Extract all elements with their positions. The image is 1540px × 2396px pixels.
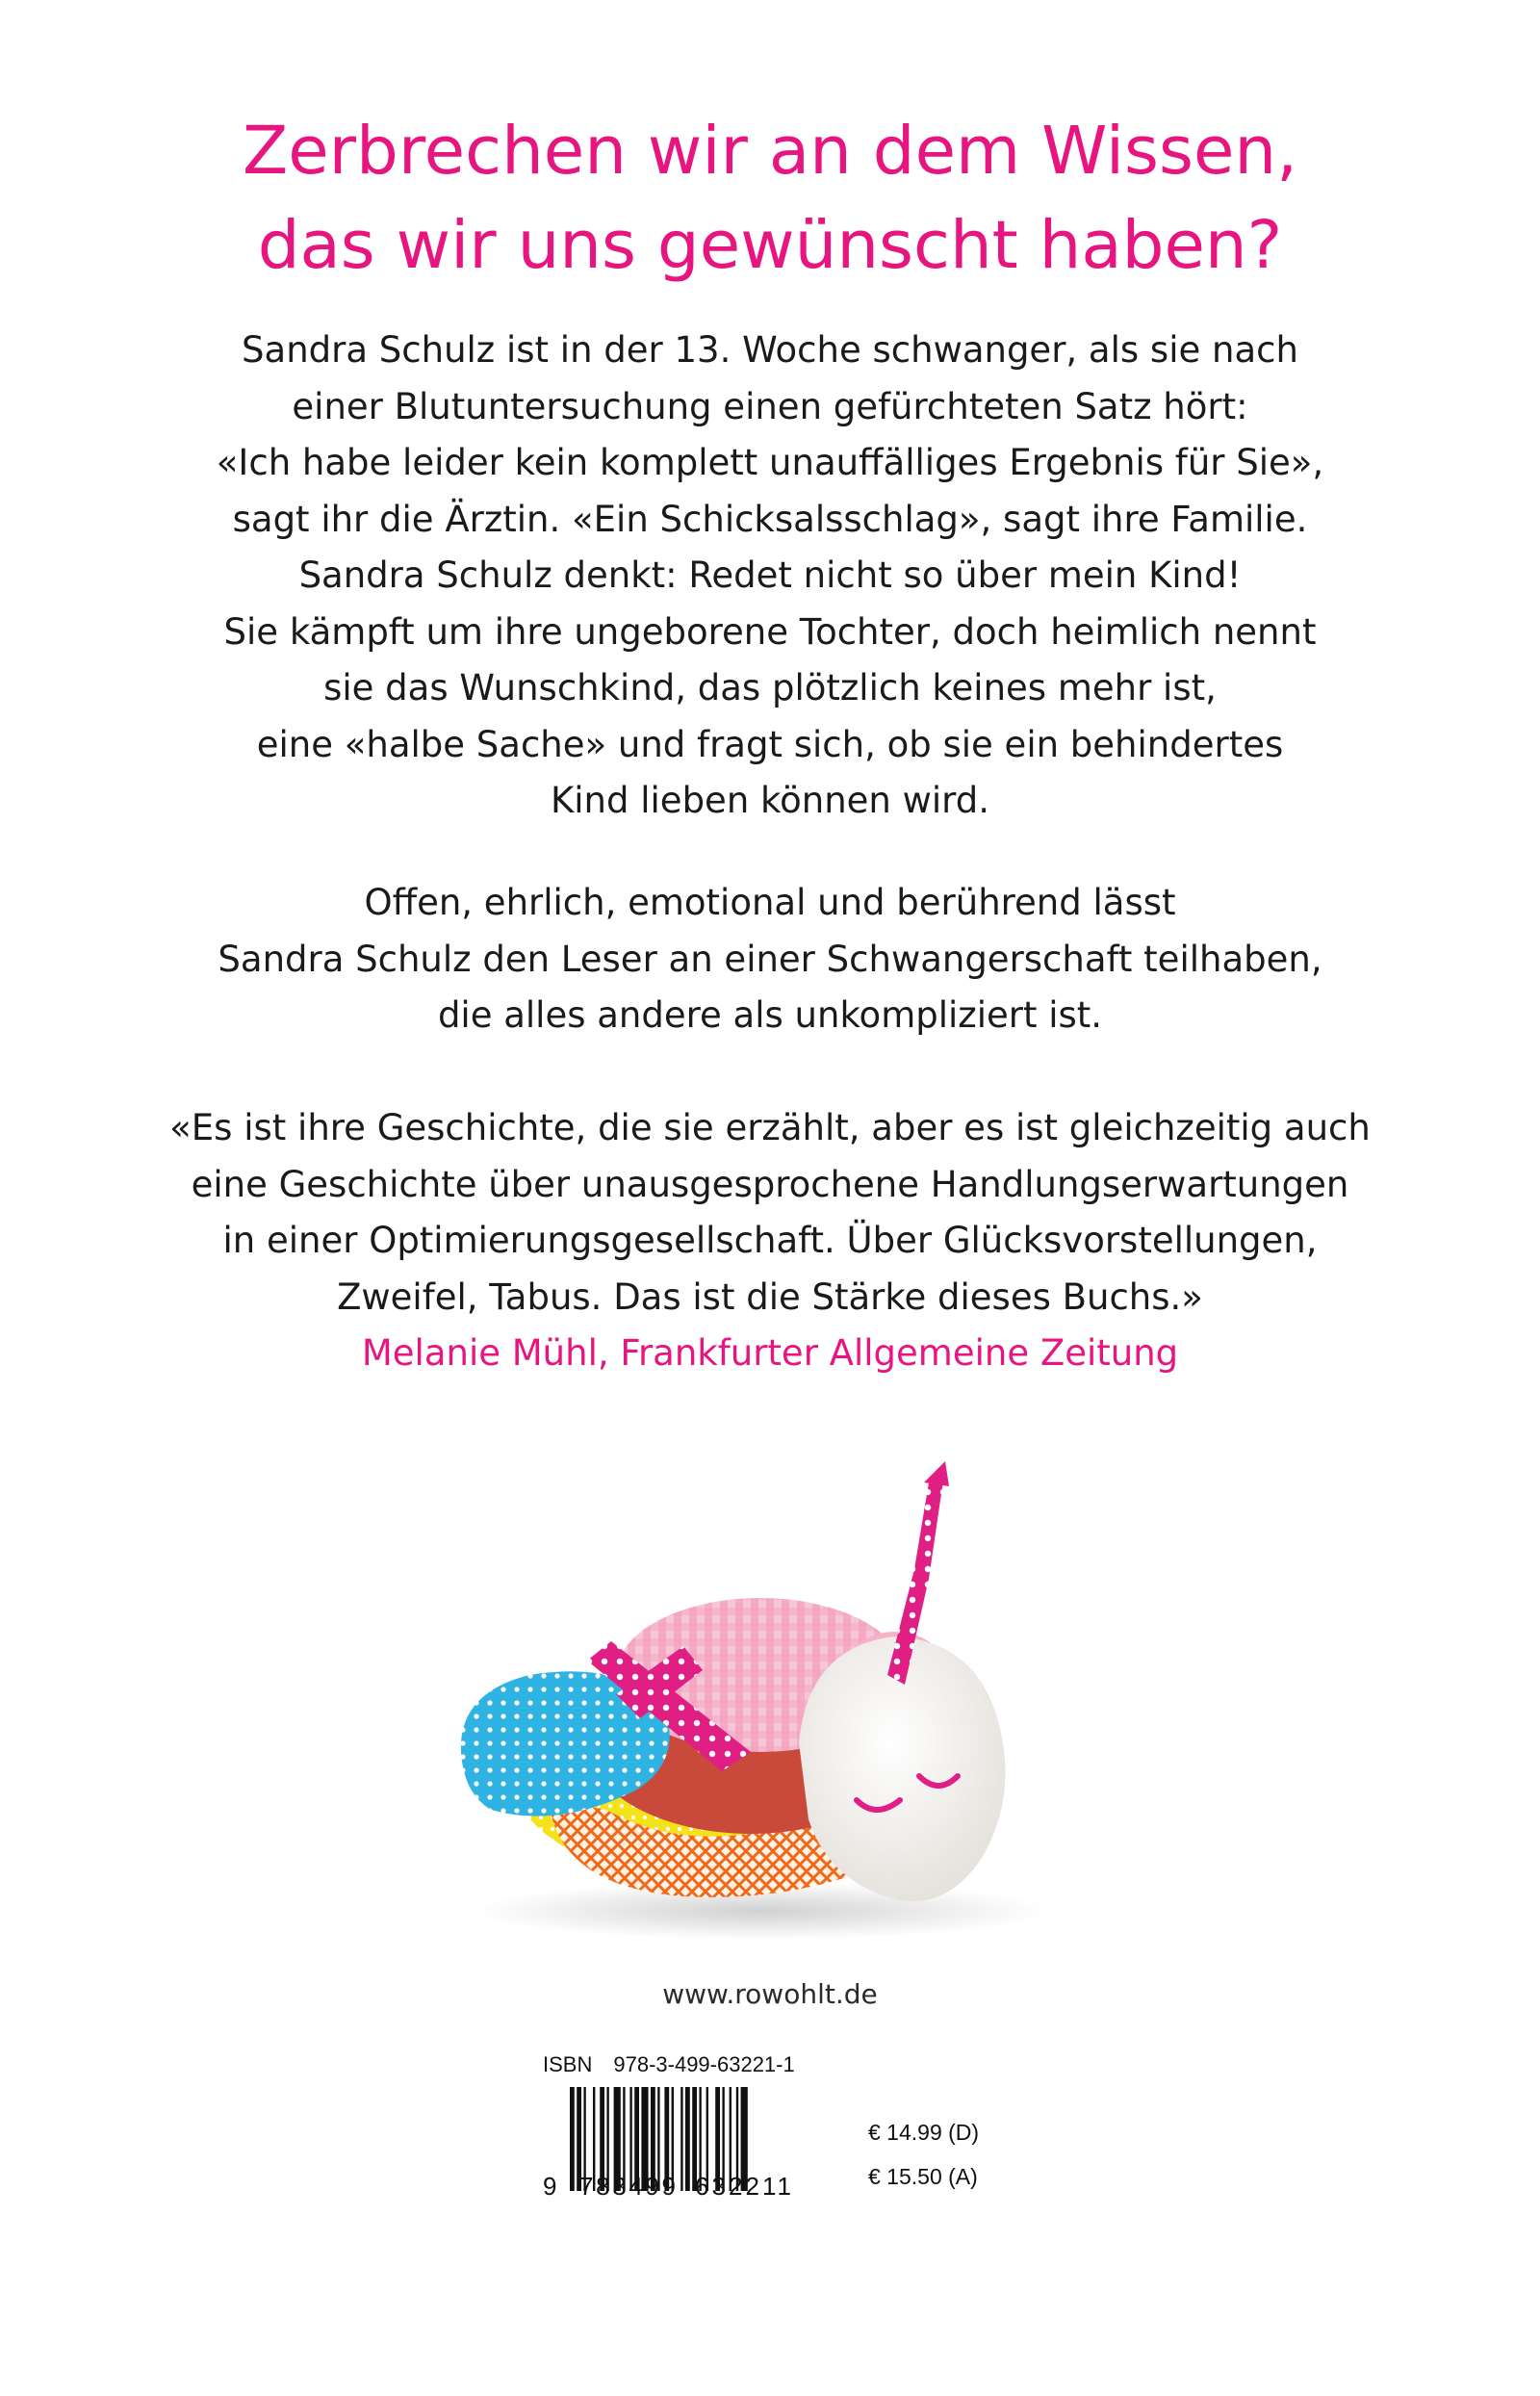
- price-austria: € 15.50 (A): [868, 2164, 978, 2189]
- barcode-digit-first: 9: [543, 2172, 557, 2201]
- blurb-line: Sandra Schulz ist in der 13. Woche schwanger, als sie nach: [242, 329, 1298, 371]
- quote-line: in einer Optimierungsgesellschaft. Über Glücksvorstellungen,: [222, 1220, 1318, 1261]
- blurb-line: Sie kämpft um ihre ungeborene Tochter, doch heimlich nennt: [223, 610, 1317, 653]
- blurb-line: «Ich habe leider kein komplett unauffälliges Ergebnis für Sie»,: [216, 442, 1324, 483]
- blurb-line: Kind lieben können wird.: [551, 780, 989, 821]
- blurb-line: eine «halbe Sache» und fragt sich, ob sie ein behindertes: [256, 723, 1284, 765]
- blurb-paragraph-2: [0, 875, 1540, 1044]
- plush-snail-illustration: [443, 1454, 1097, 1954]
- blurb-line: die alles andere als unkompliziert ist.: [437, 994, 1103, 1036]
- blurb-line: Sandra Schulz den Leser an einer Schwangerschaft teilhaben,: [218, 938, 1322, 980]
- blurb-line: Offen, ehrlich, emotional und berührend lässt: [364, 882, 1176, 923]
- blurb-line: sagt ihr die Ärztin. «Ein Schicksalsschlag», sagt ihre Familie.: [232, 498, 1308, 540]
- isbn-label: ISBN: [543, 2052, 593, 2076]
- barcode-digits-right: 632211: [695, 2172, 791, 2201]
- barcode-digits: [541, 2168, 839, 2203]
- barcode-digits-left: 783499: [579, 2172, 676, 2201]
- quote-line: «Es ist ihre Geschichte, die sie erzählt, aber es ist gleichzeitig auch: [169, 1107, 1371, 1148]
- isbn-barcode-block: [541, 2052, 1022, 2206]
- blurb-line: Sandra Schulz denkt: Redet nicht so über mein Kind!: [298, 554, 1242, 596]
- publisher-website: www.rowohlt.de: [662, 1978, 878, 2010]
- blurb-line: einer Blutuntersuchung einen gefürchteten Satz hört:: [292, 385, 1248, 427]
- quote-line: Zweifel, Tabus. Das ist die Stärke dieses Buchs.»: [337, 1275, 1203, 1318]
- review-quote: [0, 1100, 1540, 1382]
- price-germany: € 14.99 (D): [868, 2120, 980, 2145]
- headline-line: das wir uns gewünscht haben?: [257, 207, 1283, 284]
- isbn-line: [543, 2052, 795, 2077]
- isbn-number: 978-3-499-63221-1: [613, 2052, 795, 2076]
- quote-source: Melanie Mühl, Frankfurter Allgemeine Zeitung: [361, 1332, 1179, 1374]
- quote-line: eine Geschichte über unausgesprochene Handlungserwartungen: [191, 1163, 1349, 1205]
- headline-line: Zerbrechen wir an dem Wissen,: [242, 113, 1298, 190]
- blurb-paragraph-1: [0, 322, 1540, 830]
- blurb-line: sie das Wunschkind, das plötzlich keines mehr ist,: [323, 667, 1217, 708]
- headline: [0, 104, 1540, 293]
